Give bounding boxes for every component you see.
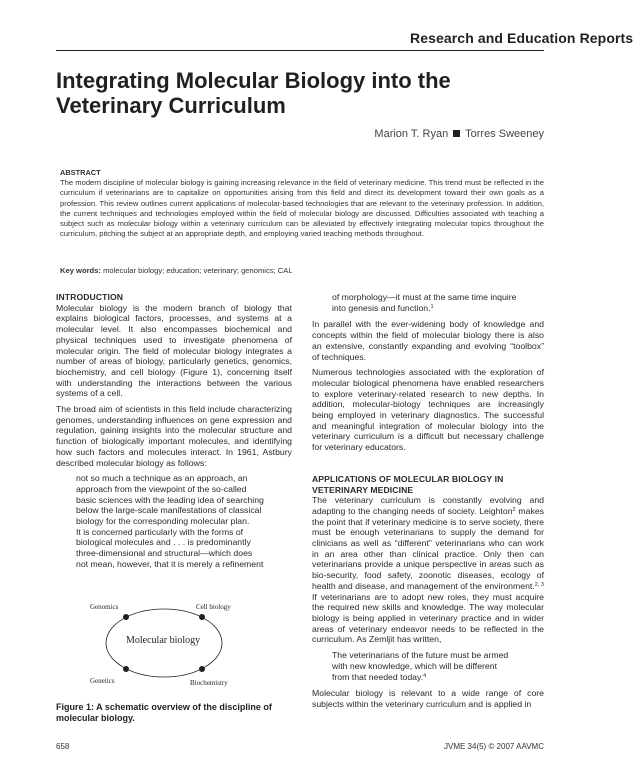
diagram-label-top-right: Cell biology bbox=[196, 602, 231, 611]
intro-paragraph: The broad aim of scientists in this field include characterizing genomes, understanding influences on gene expression and regulation, gaining insights into the molecular structure and function of biologically important molecules, and identifying how such factors and molecules interact. In 1961, Astbury described molecular biology as follows: bbox=[56, 404, 292, 468]
citation: 2 bbox=[512, 506, 516, 513]
diagram-node-dot bbox=[199, 614, 205, 620]
citation: 4 bbox=[423, 672, 427, 679]
body-paragraph: In parallel with the ever-widening body of knowledge and concepts within the field of molecular biology there is also an extensive, constantly expanding and evolving “toolbox” of techniques. bbox=[312, 319, 544, 362]
quote-line: The veterinarians of the future must be armed bbox=[332, 650, 509, 661]
article-title bbox=[56, 68, 546, 118]
right-column bbox=[312, 292, 544, 715]
quote-line bbox=[332, 303, 544, 314]
header-rule bbox=[56, 50, 544, 51]
diagram-node-dot bbox=[123, 666, 129, 672]
figure-1-diagram bbox=[56, 588, 276, 698]
body-paragraph: Molecular biology is relevant to a wide range of core subjects within the veterinary curriculum and is applied in bbox=[312, 688, 544, 709]
body-paragraph bbox=[312, 495, 544, 645]
text-run: makes the point that if veterinary medicine is to serve society, there must be enough veterinarians to supply the demand for clinicians as well as “different” veterinarians who can work in an area other than clinical practice. Only then can veterinarians provide a unique perspective in areas such as bio-security, food safety, zoonotic diseases, ecology of health and disease, and management of the environment. bbox=[312, 505, 544, 591]
diagram-center-label: Molecular biology bbox=[126, 634, 201, 646]
quote-line: biology for the corresponding molecular plan. bbox=[76, 516, 250, 527]
keywords-value: molecular biology; education; veterinary; genomics; CAL bbox=[103, 266, 293, 275]
quote-line: not mean, however, that it is merely a refinement bbox=[76, 558, 264, 569]
quote-line: with new knowledge, which will be different bbox=[332, 660, 497, 671]
keywords bbox=[60, 266, 544, 275]
section-spacer bbox=[312, 458, 544, 474]
author-name: Torres Sweeney bbox=[465, 128, 544, 140]
astbury-quote-continued bbox=[332, 292, 544, 313]
running-title: Research and Education Reports bbox=[410, 30, 633, 46]
quote-line: biological molecules and . . . is predominantly bbox=[76, 537, 251, 548]
page-number: 658 bbox=[56, 742, 70, 751]
diagram-node-dot bbox=[123, 614, 129, 620]
quote-line: below the large-scale manifestations of classical bbox=[76, 505, 262, 516]
body-paragraph: Numerous technologies associated with the exploration of molecular biological phenomena have enabled researchers to explore veterinary-related research to new depths. In addition, molecular-biology techniques are increasingly being employed in veterinary diagnostics. The successful and meaningful integration of molecular biology into the veterinary curriculum is a difficult but necessary challenge for veterinary educators. bbox=[312, 367, 544, 453]
author-separator-square-icon bbox=[453, 130, 460, 137]
section-heading-line: VETERINARY MEDICINE bbox=[312, 484, 414, 495]
quote-line: basic sciences with the leading idea of searching bbox=[76, 494, 264, 505]
keywords-label: Key words: bbox=[60, 266, 101, 275]
authors bbox=[374, 128, 544, 140]
astbury-quote bbox=[76, 473, 292, 569]
intro-paragraph: Molecular biology is the modern branch of biology that explains biological factors, processes, and systems at a molecular level. It also encompasses biochemical and physical techniques used to investigate phenomena of molecular origin. The field of molecular biology integrates a number of areas of biology, particularly genetics, genomics, biochemistry, and cell biology (Figure 1), concerning itself with understanding the interactions between the various systems of a cell. bbox=[56, 302, 292, 399]
section-heading-line: APPLICATIONS OF MOLECULAR BIOLOGY IN bbox=[312, 473, 504, 484]
zemljit-quote bbox=[332, 650, 544, 682]
section-heading-applications bbox=[312, 474, 544, 495]
quote-line: approach from the viewpoint of the so-called bbox=[76, 483, 247, 494]
figure-caption: Figure 1: A schematic overview of the discipline of molecular biology. bbox=[56, 701, 272, 723]
diagram-label-top-left: Genomics bbox=[90, 602, 119, 611]
quote-line bbox=[332, 672, 544, 683]
article-title-line: Integrating Molecular Biology into the bbox=[56, 68, 451, 93]
citation: 1 bbox=[430, 303, 434, 310]
section-heading-introduction: INTRODUCTION bbox=[56, 292, 124, 302]
author-name: Marion T. Ryan bbox=[374, 128, 449, 140]
quote-line-text: into genesis and function. bbox=[332, 302, 431, 313]
quote-line-text: from that needed today. bbox=[332, 671, 424, 682]
quote-line: three-dimensional and structural—which does bbox=[76, 548, 253, 559]
quote-line: of morphology—it must at the same time inquire bbox=[332, 292, 517, 302]
diagram-node-dot bbox=[199, 666, 205, 672]
left-column bbox=[56, 292, 292, 724]
quote-line: It is concerned particularly with the forms of bbox=[76, 526, 244, 537]
diagram-label-bottom-left: Genetics bbox=[90, 676, 115, 685]
quote-line: not so much a technique as an approach, an bbox=[76, 473, 248, 484]
abstract-heading: ABSTRACT bbox=[60, 168, 101, 177]
citation: 2, 3 bbox=[534, 581, 544, 588]
journal-citation: JVME 34(5) © 2007 AAVMC bbox=[443, 742, 544, 751]
diagram-label-bottom-right: Biochemistry bbox=[190, 678, 228, 687]
abstract-body: The modern discipline of molecular biology is gaining increasing relevance in the field of veterinary medicine. This trend must be reflected in the curriculum if veterinarians are to capitalize on opportunities arising from this field and direct its development toward their own goals as a profession. This review outlines current applications of molecular-based technologies that are relevant to the veterinary profession. In addition, the current techniques and technologies employed within the field of molecular biology are discussed. Difficulties associated with teaching a subject such as molecular biology within a veterinary curriculum can be alleviated by effectively integrating molecular topics throughout the curriculum, pitching the subject at an appropriate depth, and employing varied teaching methods throughout. bbox=[60, 178, 544, 239]
text-run: If veterinarians are to adopt new roles, they must acquire the required new skills and knowledge. The way molecular biology is being applied in veterinary practice and in wider areas of veterinary endeavor needs to be reflected in the curriculum. As Zemljit has written, bbox=[312, 591, 544, 645]
abstract bbox=[60, 168, 544, 239]
text-run: The veterinary curriculum is constantly evolving and adapting to the changing needs of society. Leighton bbox=[312, 495, 544, 516]
article-title-line: Veterinary Curriculum bbox=[56, 93, 286, 118]
